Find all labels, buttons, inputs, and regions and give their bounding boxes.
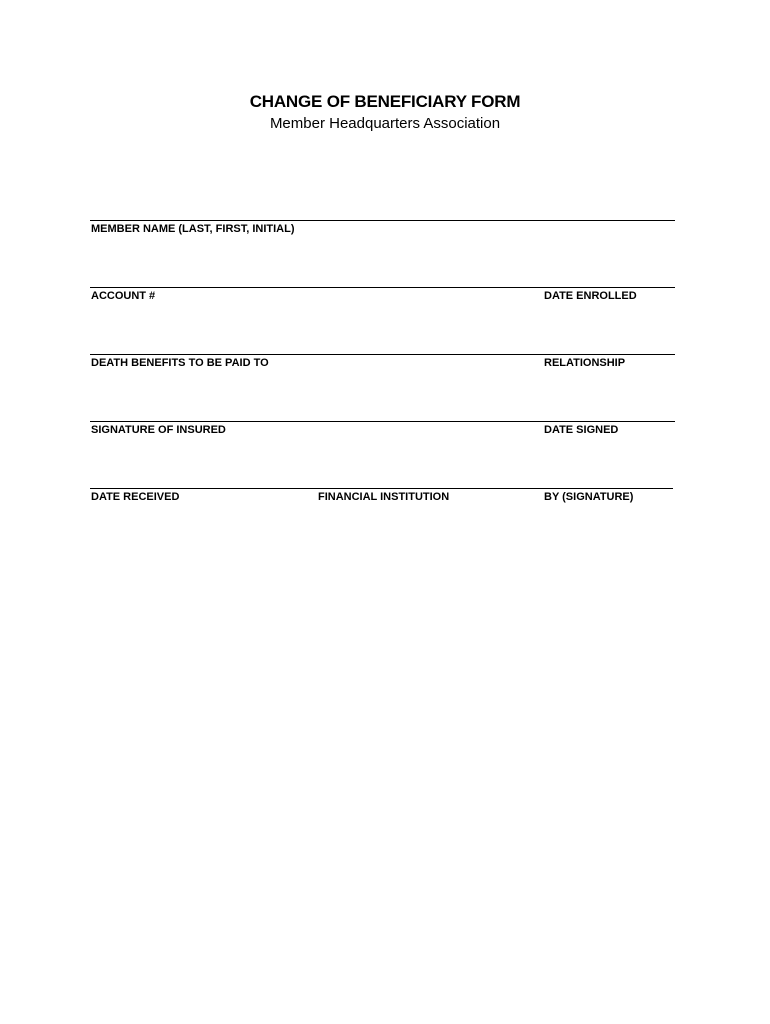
relationship-label: RELATIONSHIP [544,357,626,369]
by-signature-label: BY (SIGNATURE) [544,491,634,503]
date-received-label: DATE RECEIVED [91,491,180,503]
financial-institution-label: FINANCIAL INSTITUTION [318,491,450,503]
by-signature-line[interactable] [537,488,673,489]
death-benefits-line[interactable] [90,354,537,355]
date-enrolled-line[interactable] [537,287,675,288]
date-received-line[interactable] [90,488,316,489]
form-subtitle: Member Headquarters Association [269,115,501,132]
financial-institution-line[interactable] [316,488,537,489]
date-enrolled-label: DATE ENROLLED [544,290,637,302]
account-number-label: ACCOUNT # [91,290,156,302]
date-signed-label: DATE SIGNED [544,424,619,436]
signature-of-insured-label: SIGNATURE OF INSURED [91,424,226,436]
death-benefits-label: DEATH BENEFITS TO BE PAID TO [91,357,269,369]
member-name-label: MEMBER NAME (LAST, FIRST, INITIAL) [91,223,295,235]
account-number-line[interactable] [90,287,537,288]
form-title: CHANGE OF BENEFICIARY FORM [249,92,521,111]
date-signed-line[interactable] [537,421,675,422]
signature-of-insured-line[interactable] [90,421,537,422]
member-name-line[interactable] [90,220,675,221]
relationship-line[interactable] [537,354,675,355]
